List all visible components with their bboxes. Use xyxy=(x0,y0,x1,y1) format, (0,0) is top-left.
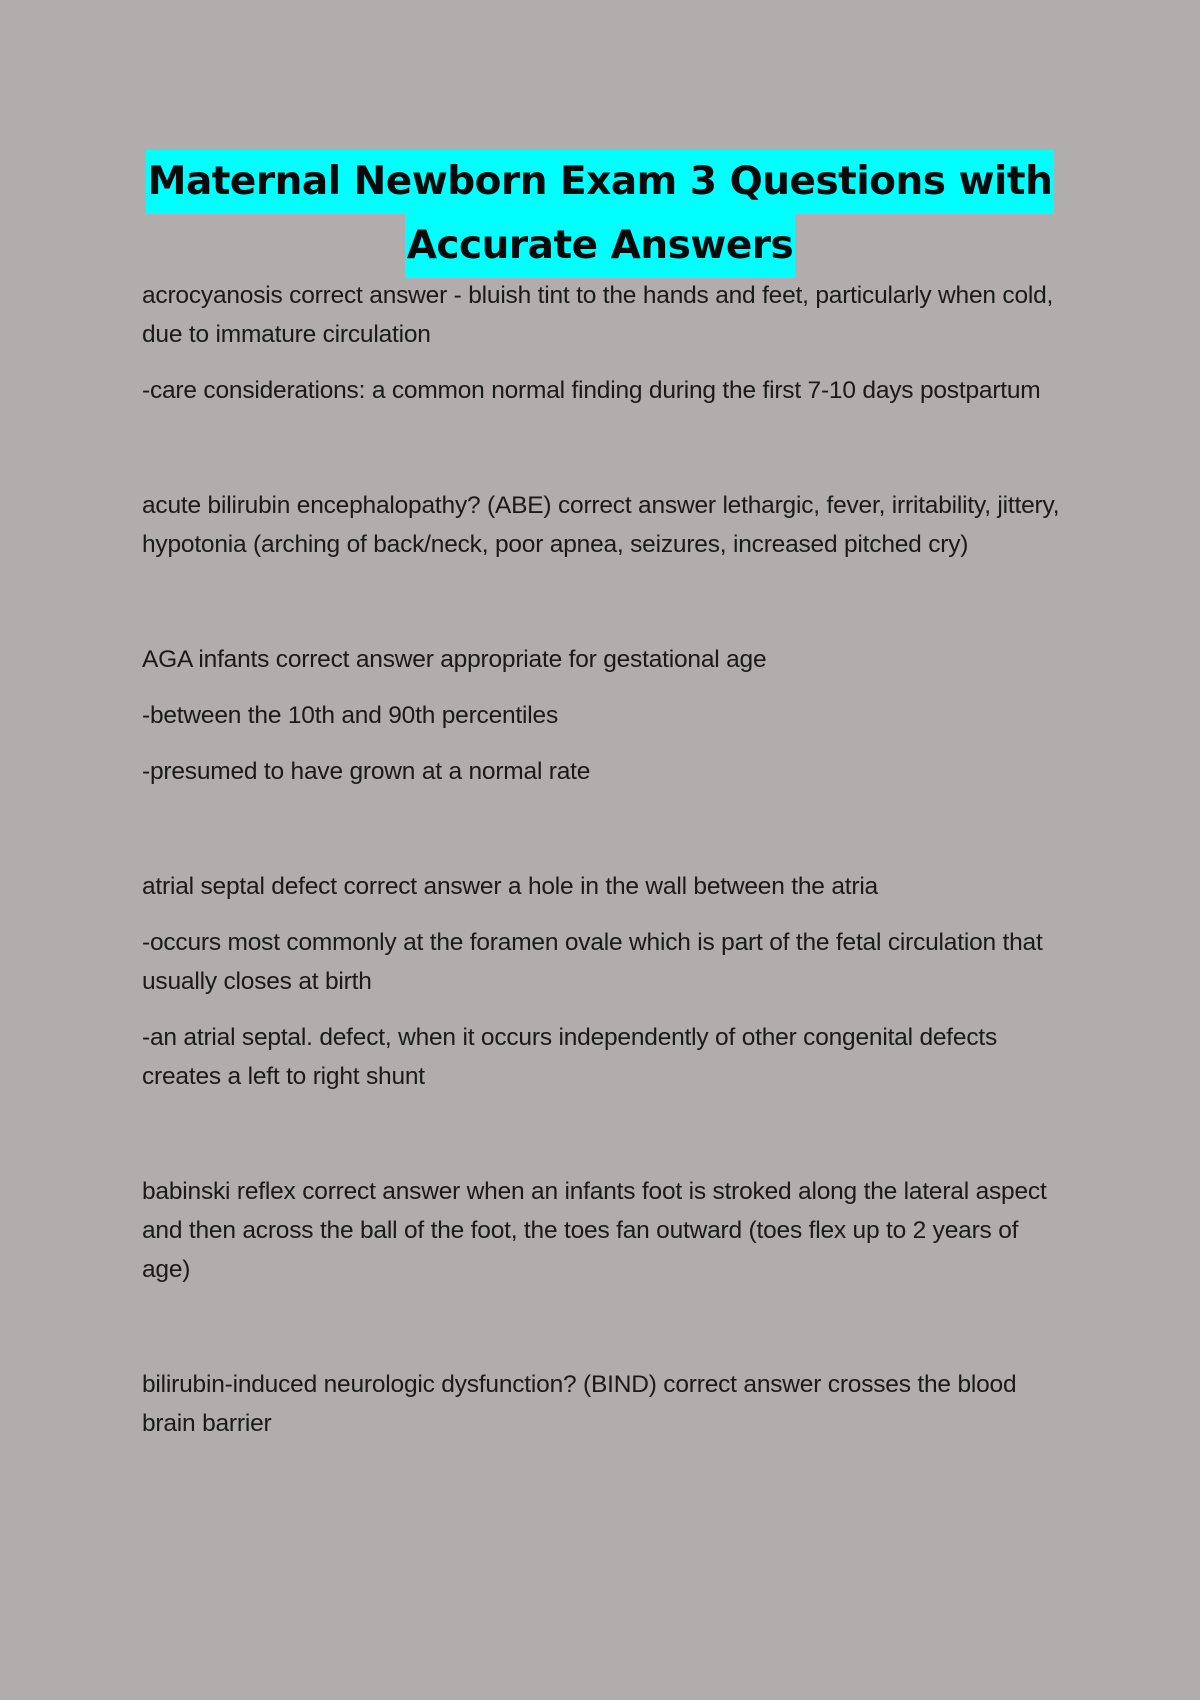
document-body xyxy=(142,276,1072,1443)
entry-paragraph: -an atrial septal. defect, when it occurs independently of other congenital defects creates a left to right shunt xyxy=(142,1024,998,1090)
entry-aga-infants xyxy=(142,640,1072,791)
document-title xyxy=(0,150,1200,278)
entry-atrial-septal-defect xyxy=(142,867,1072,1096)
entry-paragraph: -occurs most commonly at the foramen ovale which is part of the fetal circulation that usually closes at birth xyxy=(142,929,1043,995)
entry-paragraph: -care considerations: a common normal finding during the first 7-10 days postpartum xyxy=(142,377,1041,404)
entry-paragraph: -presumed to have grown at a normal rate xyxy=(142,758,591,785)
entry-paragraph: acrocyanosis correct answer - bluish tint to the hands and feet, particularly when cold, due to immature circulation xyxy=(142,282,1054,348)
entry-paragraph: acute bilirubin encephalopathy? (ABE) correct answer lethargic, fever, irritability, jittery, hypotonia (arching of back/neck, poor apnea, seizures, increased pitched cry) xyxy=(142,492,1060,558)
entry-paragraph: -between the 10th and 90th percentiles xyxy=(142,702,559,729)
entry-babinski-reflex xyxy=(142,1172,1072,1289)
title-line-2: Accurate Answers xyxy=(405,214,796,278)
entry-paragraph: babinski reflex correct answer when an infants foot is stroked along the lateral aspect and then across the ball of the foot, the toes fan outward (toes flex up to 2 years of age) xyxy=(142,1178,1047,1283)
entry-paragraph: atrial septal defect correct answer a hole in the wall between the atria xyxy=(142,873,878,900)
entry-abe xyxy=(142,486,1072,564)
entry-acrocyanosis xyxy=(142,276,1072,410)
entry-paragraph: AGA infants correct answer appropriate for gestational age xyxy=(142,646,767,673)
entry-bind xyxy=(142,1365,1072,1443)
title-line-1: Maternal Newborn Exam 3 Questions with xyxy=(146,150,1055,214)
entry-paragraph: bilirubin-induced neurologic dysfunction? (BIND) correct answer crosses the blood brain barrier xyxy=(142,1371,1017,1437)
